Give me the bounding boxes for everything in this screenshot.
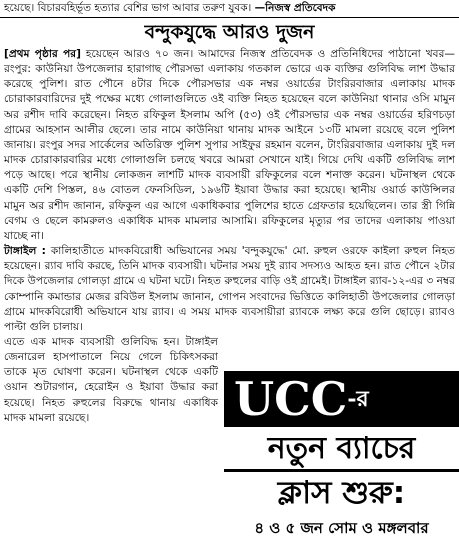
ad-dates: ৪ ও ৫ জন সোম ও মঙ্গলবার — [224, 515, 459, 541]
top-strip-byline: —নিজস্ব প্রতিবেদক — [254, 2, 336, 14]
top-strip — [0, 0, 459, 18]
ucc-advertisement — [224, 371, 459, 543]
ucc-brand-suffix: -র — [347, 386, 369, 412]
ad-class-start: ক্লাস শুরু: — [277, 475, 406, 511]
tangail-dateline: টাঙ্গাইল : — [4, 245, 46, 258]
continuation-tag: [প্রথম পৃষ্ঠার পর] — [4, 48, 81, 60]
headline: বন্দুকযুদ্ধে আরও দুজন — [144, 21, 315, 43]
ucc-logo — [224, 371, 459, 427]
paragraph-tangail — [4, 244, 455, 335]
paragraph-rangpur-text: হয়েছেন আরও ৭০ জন। আমাদের নিজস্ব প্রতিবেদক ও প্রতিনিধিদের পাঠানো খবর— রংপুর: কাউনিয়া উপজেলার হারাগাছ পৌরসভা এলাকায় গতকাল ভোরে এক ব্যক্তির গুলিবিদ্ধ লাশ উদ্ধার করেছে পুলিশ। রাত পৌনে ৪টার দিকে পৌরসভার এক নম্বর ওয়ার্ডের টাংরিরবাজার এলাকায় মাদক চোরাকারবারিদের দুই পক্ষের মধ্যে গোলাগুলিতে ওই ব্যক্তি নিহত হয়েছেন বলে কাউনিয়া থানার ওসি মামুন অর রশীদ দাবি করেছেন। নিহত রফিকুল ইসলাম অপি (৫৩) ওই পৌরসভার এক নম্বর ওয়ার্ডের হরিণচড়া গ্রামের আহসান আলীর ছেলে। তার নামে কাউনিয়া থানায় মাদক আইনে ১৩টি মামলা রয়েছে বলে পুলিশ জানায়। রংপুর সদর সার্কেলের অতিরিক্ত পুলিশ সুপার সাইফুর রহমান বলেন, টাংরিরবাজার এলাকায় দুই দল মাদক চোরাকারবারির মধ্যে গোলাগুলি চলছে খবরে আমরা সেখানে যাই। গিয়ে দেখি একটি গুলিবিদ্ধ লাশ পড়ে আছে। পরে স্থানীয় লোকজন লাশটি মাদক ব্যবসায়ী রফিকুলের বলে শনাক্ত করেন। ঘটনাস্থল থেকে একটি দেশি পিস্তল, ৪৬ বোতল ফেনসিডিল, ১৯৬টি ইয়াবা উদ্ধার করা হয়েছে। স্থানীয় ওয়ার্ড কাউন্সিলর মামুন অর রশীদ জানান, রফিকুল এর আগে একাধিকবার পুলিশের হাতে গ্রেফতার হয়েছিলেন। তার স্ত্রী গিন্নি বেগম ও ছেলে কামরুলও একাধিক মাদক মামলার আসামি। রফিকুলের মৃত্যুর পর তাদের এলাকায় পাওয়া যাচ্ছে না। — [4, 48, 455, 242]
paragraph-tangail-text: কালিহাতীতে মাদকবিরোধী অভিযানের সময় 'বন্দুকযুদ্ধে' মো. রুহুল ওরফে কাইলা রুহুল নিহত হয়েছেন। র‌্যাব দাবি করছে, তিনি মাদক ব্যবসায়ী। ঘটনার সময় দুই র‌্যাব সদস্যও আহত হন। রাত পৌনে ২টার দিকে উপজেলার গোলড়া গ্রামে এ ঘটনা ঘটে। নিহত রুহুলের বাড়ি ওই গ্রামেই। টাঙ্গাইল র‌্যাব-১২-এর ৩ নম্বর কোম্পানি কমান্ডার মেজর রবিউল ইসলাম জানান, গোপন সংবাদের ভিত্তিতে কালিহাতী উপজেলার গোলড়া গ্রামে মাদকবিরোধী অভিযানে যায় র‌্যাব। এ সময় মাদক ব্যবসায়ীরা র‌্যাবকে লক্ষ্য করে গুলি ছোড়ে। র‌্যাবও পাল্টা গুলি চালায়। — [4, 245, 455, 333]
ucc-brand: UCC — [234, 372, 348, 426]
ad-new-batch: নতুন ব্যাচের — [224, 429, 459, 472]
left-column — [4, 335, 218, 426]
top-strip-text: হয়েছে। বিচারবহির্ভূত হত্যার বেশির ভাগ আবার তরুণ যুবক। — [4, 2, 255, 14]
paragraph-rangpur — [4, 47, 455, 244]
paragraph-tangail-continued: এতে এক মাদক ব্যবসায়ী গুলিবিদ্ধ হন। টাঙ্গাইল জেনারেল হাসপাতালে নিয়ে গেলে চিকিৎসকরা তাকে মৃত ঘোষণা করেন। ঘটনাস্থল থেকে একটি ওয়ান শুটারগান, হেরোইন ও ইয়াবা উদ্ধার করা হয়েছে। নিহত রুহুলের বিরুদ্ধে থানায় একাধিক মাদক মামলা রয়েছে। — [4, 335, 218, 424]
article-body — [4, 47, 455, 426]
